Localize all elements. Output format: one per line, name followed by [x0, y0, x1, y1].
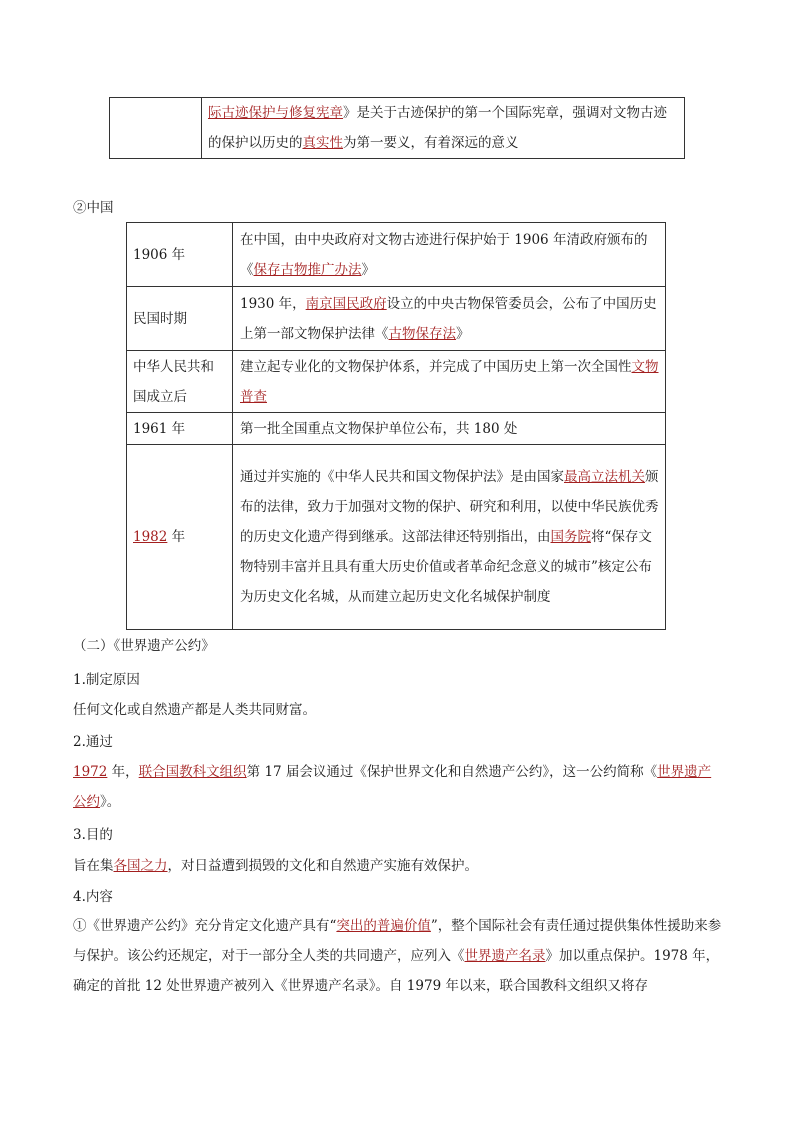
table-row — [127, 287, 666, 351]
link-nanjing-government[interactable]: 南京国民政府 — [305, 295, 387, 312]
period-cell: 1906 年 — [127, 223, 233, 287]
period-cell: 1961 年 — [127, 413, 233, 445]
link-1972[interactable]: 1972 — [73, 764, 108, 780]
description-cell: 第一批全国重点文物保护单位公布，共 180 处 — [233, 413, 666, 445]
cell-text: 将“保存文物特别丰富并且具有重大历史价值或者革命纪念意义的城市”核定公布为历史文化名城，从而建立起历史文化名城保护制度 — [240, 529, 652, 605]
description-cell — [233, 445, 666, 630]
text: 年， — [107, 764, 139, 780]
link-1982[interactable]: 1982 — [133, 529, 168, 545]
description-cell — [233, 287, 666, 351]
cell-text: 通过并实施的《中华人民共和国文物保护法》是由国家 — [240, 469, 564, 485]
text: ，对日益遭到损毁的文化和自然遗产实施有效保护。 — [167, 858, 478, 874]
text: ①《世界遗产公约》充分肯定文化遗产具有“ — [73, 918, 337, 934]
link-authenticity[interactable]: 真实性 — [302, 135, 343, 151]
table-row — [127, 413, 666, 445]
link-charter[interactable]: 际古迹保护与修复宪章 — [208, 105, 343, 121]
link-legislature[interactable]: 最高立法机关 — [564, 469, 645, 485]
table-row — [110, 98, 685, 159]
text: ”，整个国际社会有责任通过提供集体性援助来参与保护。该公约还规定，对于一部分全人类的共同遗产，应列入《 — [73, 918, 722, 964]
section-heading: （二）《世界遗产公约》 — [73, 638, 215, 654]
cell-text: 建立起专业化的文物保护体系，并完成了中国历史上第一次全国性 — [240, 358, 632, 375]
link-cultural-survey[interactable]: 文物普查 — [240, 358, 659, 405]
link-all-nations[interactable]: 各国之力 — [113, 858, 168, 874]
link-unesco[interactable]: 联合国教科文组织 — [138, 764, 247, 780]
period-cell — [127, 445, 233, 630]
link-antiquities-law[interactable]: 古物保存法 — [388, 325, 456, 342]
description-cell — [233, 351, 666, 413]
cell-text: 设立的中央古物保管委员会，公布了中国历史上第一部文物保护法律《 — [240, 295, 657, 342]
subheading: 3.目的 — [73, 827, 113, 843]
period-cell: 中华人民共和国成立后 — [127, 351, 233, 413]
paragraph — [73, 911, 723, 1001]
cell-text: 为第一要义，有着深远的意义 — [343, 135, 519, 151]
link-regulation[interactable]: 保存古物推广办法 — [253, 261, 362, 278]
table-row — [127, 445, 666, 630]
subheading: 2.通过 — [73, 734, 113, 750]
table-row — [127, 223, 666, 287]
cell-text: 在中国，由中央政府对文物古迹进行保护始于 1906 年清政府颁布的《 — [240, 231, 648, 278]
period-cell: 民国时期 — [127, 287, 233, 351]
subheading: 4.内容 — [73, 889, 113, 905]
description-cell — [233, 223, 666, 287]
link-state-council[interactable]: 国务院 — [550, 529, 591, 545]
link-world-heritage-list[interactable]: 世界遗产名录 — [464, 948, 546, 964]
table-cell-text — [202, 98, 685, 159]
table-cell-empty — [110, 98, 202, 159]
china-table — [126, 222, 666, 630]
paragraph — [73, 757, 723, 817]
text: 第 17 届会议通过《保护世界文化和自然遗产公约》，这一公约简称《 — [246, 764, 658, 780]
text: 》加以重点保护。1978 年，确定的首批 12 处世界遗产被列入《世界遗产名录》。自 1979 年以来，联合国教科文组织又将存 — [73, 948, 720, 994]
text: 》。 — [100, 794, 121, 810]
cell-text: 年 — [167, 529, 186, 545]
cell-text: 1930 年， — [240, 295, 306, 312]
cell-text: 》 — [456, 325, 470, 342]
cell-text: 颁布的法律，致力于加强对文物的保护、研究和利用，以使中华民族优秀的历史文化遗产得到继承。这部法律还特别指出，由 — [240, 469, 659, 545]
section-label-china: ②中国 — [73, 200, 114, 216]
link-outstanding-value[interactable]: 突出的普遍价值 — [336, 918, 431, 934]
table-row — [127, 351, 666, 413]
subheading: 1.制定原因 — [73, 672, 140, 688]
cell-text: 》是关于古迹保护的第一个国际宪章，强调对文物古迹的保护以历史的 — [208, 105, 667, 151]
text: 旨在集 — [73, 858, 114, 874]
paragraph — [73, 856, 478, 876]
paragraph: 任何文化或自然遗产都是人类共同财富。 — [73, 702, 316, 718]
cell-text: 》 — [361, 261, 375, 278]
link-world-heritage-convention[interactable]: 世界遗产公约 — [73, 764, 712, 810]
top-table — [109, 97, 685, 159]
